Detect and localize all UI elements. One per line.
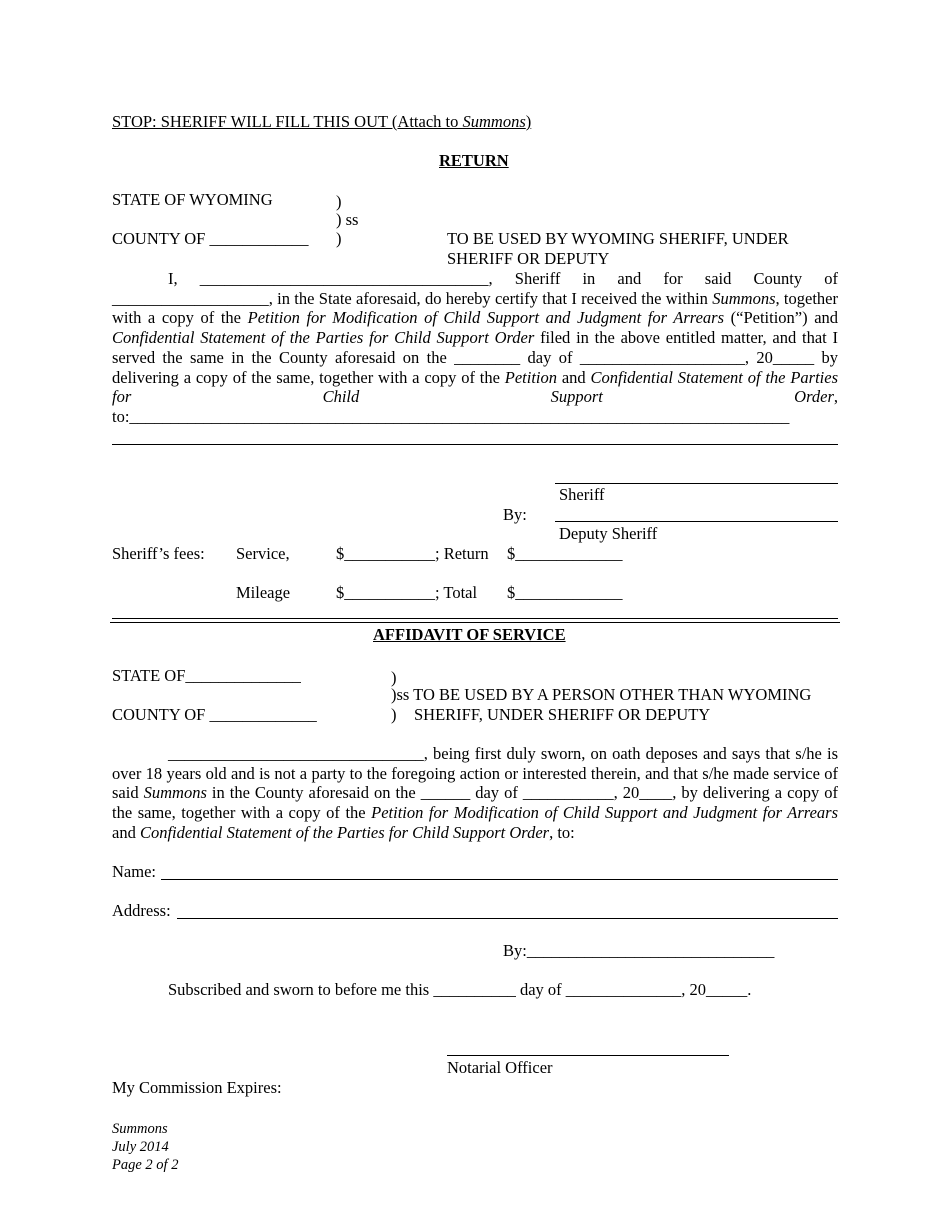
paren-3: ) xyxy=(336,229,342,248)
commission-label: My Commission Expires: xyxy=(112,1078,282,1097)
deputy-signature-line xyxy=(555,521,838,522)
usage-line-1: TO BE USED BY WYOMING SHERIFF, UNDER xyxy=(447,229,789,248)
affidavit-state-label: STATE OF______________ xyxy=(112,666,301,685)
fees-label: Sheriff’s fees: xyxy=(112,544,205,563)
notary-signature-line xyxy=(447,1055,729,1056)
name-label: Name: xyxy=(112,862,156,881)
footer-line-1: Summons xyxy=(112,1121,168,1137)
sheriff-signature-line xyxy=(555,483,838,484)
footer-line-2: July 2014 xyxy=(112,1139,169,1155)
affidavit-paren-3: ) xyxy=(391,705,397,724)
deputy-label: Deputy Sheriff xyxy=(559,524,658,543)
by-label: By: xyxy=(503,505,527,524)
affidavit-county-label: COUNTY OF _____________ xyxy=(112,705,317,724)
served-to-line xyxy=(112,444,838,445)
usage-line-2: SHERIFF OR DEPUTY xyxy=(447,249,610,268)
mileage-amount: $___________; Total xyxy=(336,583,478,602)
return-title: RETURN xyxy=(439,151,509,170)
address-line xyxy=(177,918,838,919)
service-amount: $___________; Return xyxy=(336,544,489,563)
service-label: Service, xyxy=(236,544,290,563)
sheriff-label: Sheriff xyxy=(559,485,605,504)
mileage-label: Mileage xyxy=(236,583,291,602)
affiant-by-line: By:______________________________ xyxy=(503,941,775,960)
county-label: COUNTY OF ____________ xyxy=(112,229,309,248)
ss-label: ) ss xyxy=(336,210,359,229)
section-divider-top xyxy=(112,618,838,619)
affidavit-paren-1: ) xyxy=(391,668,397,687)
section-divider-bottom xyxy=(110,622,840,623)
total-amount: $_____________ xyxy=(507,583,623,602)
affidavit-title: AFFIDAVIT OF SERVICE xyxy=(373,625,566,644)
affidavit-usage-line-2: SHERIFF, UNDER SHERIFF OR DEPUTY xyxy=(414,705,711,724)
address-label: Address: xyxy=(112,901,171,920)
stop-notice: STOP: SHERIFF WILL FILL THIS OUT (Attach to Summons) xyxy=(112,112,532,131)
notary-label: Notarial Officer xyxy=(447,1058,553,1077)
affidavit-paragraph: _______________________________, being first duly sworn, on oath deposes and says that s/he is over 18 years old and is not a party to the foregoing action or interested therein, and that s/he made service of said Summons in the County aforesaid on the ______ day of ___________, 20____, by delivering a copy of the same, together with a copy of the Petition for Modification of Child Support and Judgment for Arrears and Confidential Statement of the Parties for Child Support Order, to: xyxy=(112,744,838,842)
paren-1: ) xyxy=(336,192,342,211)
footer-line-3: Page 2 of 2 xyxy=(112,1157,179,1173)
return-amount: $_____________ xyxy=(507,544,623,563)
subscribed-line: Subscribed and sworn to before me this __________ day of ______________, 20_____. xyxy=(168,980,752,999)
name-line xyxy=(161,879,838,880)
state-label: STATE OF WYOMING xyxy=(112,190,273,209)
certify-paragraph: I, ___________________________________, Sheriff in and for said County of ___________________, in the State aforesaid, do hereby certify that I received the within Summons, together with a copy of the Petition for Modification of Child Support and Judgment for Arrears (“Petition”) and Confidential Statement of the Parties for Child Support Order filed in the above entitled matter, and that I served the same in the County aforesaid on the ________ day of ____________________, 20_____ by delivering a copy of the same, together with a copy of the Petition and Confidential Statement of the Parties for Child Support Order, to:________________________________________________________________________________ xyxy=(112,269,839,426)
affidavit-ss-line: )ss TO BE USED BY A PERSON OTHER THAN WYOMING xyxy=(391,685,812,704)
